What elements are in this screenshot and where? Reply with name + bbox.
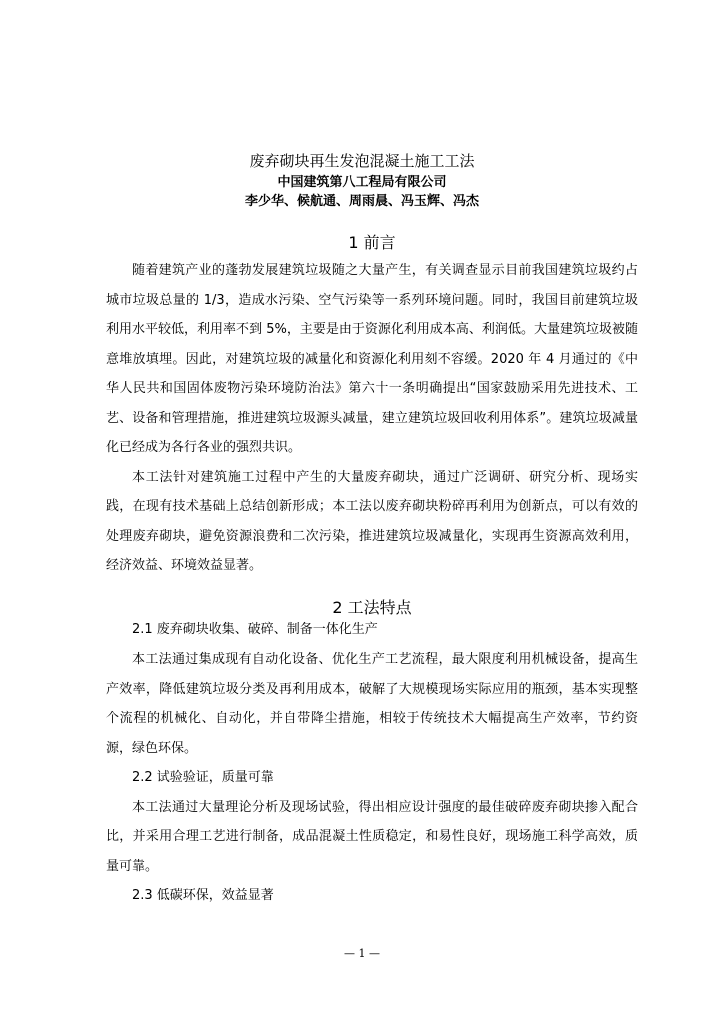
section-1-heading: 1 前言: [348, 233, 396, 252]
subsection-2-1-heading: 2.1 废弃砌块收集、破碎、制备一体化生产: [132, 622, 378, 637]
section-1-paragraph-2: 本工法针对建筑施工过程中产生的大量废弃砌块，通过广泛调研、研究分析、现场实践，在现有技术基础上总结创新形成；本工法以废弃砌块粉碎再利用为创新点，可以有效的处理废弃砌块，避免资源浪费和二次污染，推进建筑垃圾减量化，实现再生资源高效利用，经济效益、环境效益显著。: [106, 469, 638, 573]
subsection-2-2-heading: 2.2 试验验证，质量可靠: [132, 770, 274, 785]
organization-name: 中国建筑第八工程局有限公司: [277, 175, 447, 190]
section-2: [106, 597, 638, 911]
subsection-2-2-paragraph: 本工法通过大量理论分析及现场试验，得出相应设计强度的最佳破碎废弃砌块掺入配合比，并采用合理工艺进行制备，成品混凝土性质稳定，和易性良好，现场施工科学高效，质量可靠。: [106, 799, 638, 874]
section-1: [106, 232, 638, 581]
document-title: 废弃砌块再生发泡混凝土施工工法: [249, 152, 475, 170]
section-2-heading: 2 工法特点: [332, 598, 412, 617]
page-number: — 1 —: [344, 947, 380, 960]
title-block: [0, 151, 724, 212]
subsection-2-3-heading: 2.3 低碳环保，效益显著: [132, 888, 274, 903]
author-list: 李少华、候航通、周雨晨、冯玉辉、冯杰: [244, 194, 479, 209]
subsection-2-1-paragraph: 本工法通过集成现有自动化设备、优化生产工艺流程，最大限度利用机械设备，提高生产效率，降低建筑垃圾分类及再利用成本，破解了大规模现场实际应用的瓶颈，基本实现整个流程的机械化、自动化，并自带降尘措施，相较于传统技术大幅提高生产效率，节约资源，绿色环保。: [106, 652, 638, 756]
section-1-paragraph-1: 随着建筑产业的蓬勃发展建筑垃圾随之大量产生，有关调查显示目前我国建筑垃圾约占城市垃圾总量的 1/3，造成水污染、空气污染等一系列环境问题。同时，我国目前建筑垃圾利用水平较低，利用率不到 5%，主要是由于资源化利用成本高、利润低。大量建筑垃圾被随意堆放填埋。因此，对建筑垃圾的减量化和资源化利用刻不容缓。2020 年 4 月通过的《中华人民共和国固体废物污染环境防治法》第六十一条明确提出“国家鼓励采用先进技术、工艺、设备和管理措施，推进建筑垃圾源头减量，建立建筑垃圾回收利用体系”。建筑垃圾减量化已经成为各行各业的强烈共识。: [106, 263, 638, 455]
